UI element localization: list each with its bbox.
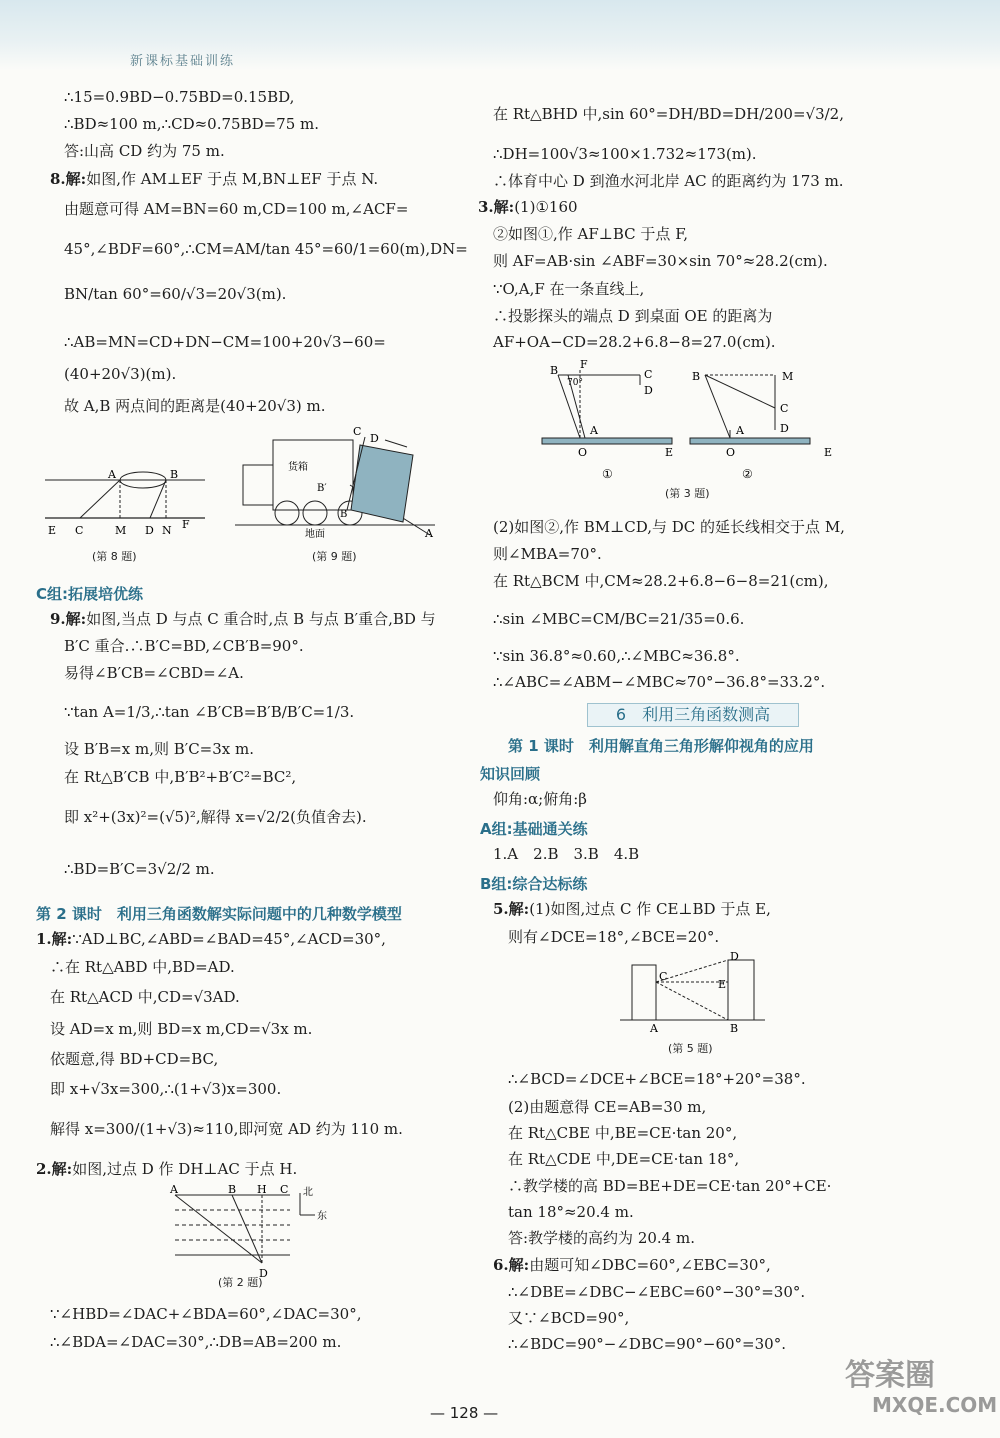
svg-text:D: D <box>259 1267 268 1280</box>
problem-number: 5.解: <box>493 900 530 918</box>
problem-9 <box>50 610 436 628</box>
text-line: ∴∠DBE=∠DBC−∠EBC=60°−30°=30°. <box>508 1283 806 1301</box>
text-line: ∵AD⊥BC,∠ABD=∠BAD=45°,∠ACD=30°, <box>72 930 386 948</box>
problem-6 <box>493 1256 771 1274</box>
problem-8 <box>50 170 378 188</box>
text-line: 在 Rt△ACD 中,CD=√3AD. <box>50 988 240 1006</box>
text-line: 如图,过点 D 作 DH⊥AC 于点 H. <box>72 1160 298 1178</box>
text-line: ∴BD=B′C=3√2/2 m. <box>64 860 215 878</box>
text-line: 设 B′B=x m,则 B′C=3x m. <box>64 740 255 758</box>
text-line: 解得 x=300/(1+√3)≈110,即河宽 AD 约为 110 m. <box>50 1120 403 1138</box>
text-line: ②如图①,作 AF⊥BC 于点 F, <box>493 225 689 243</box>
text-line: 如图,当点 D 与点 C 重合时,点 B 与点 B′重合,BD 与 <box>86 610 436 628</box>
cargo-label: 货箱 <box>288 462 308 473</box>
text-line: ∴体育中心 D 到渔水河北岸 AC 的距离约为 173 m. <box>493 172 844 190</box>
subfigure-label: ① <box>602 467 613 481</box>
svg-text:D: D <box>780 422 789 435</box>
figure-5 <box>620 950 770 1038</box>
text-line: ∴∠BCD=∠DCE+∠BCE=18°+20°=38°. <box>508 1070 806 1088</box>
svg-text:C: C <box>659 970 668 983</box>
figure-caption: (第 5 题) <box>668 1042 713 1055</box>
svg-text:B′: B′ <box>317 483 327 494</box>
svg-text:B: B <box>550 364 559 377</box>
text-line: 即 x+√3x=300,∴(1+√3)x=300. <box>50 1080 282 1098</box>
lesson-heading: 第 1 课时 利用解直角三角形解仰视角的应用 <box>508 737 814 755</box>
section-heading: 知识回顾 <box>480 765 541 783</box>
svg-text:C: C <box>280 1185 289 1196</box>
running-header: 新课标基础训练 <box>130 54 236 69</box>
page-number: — 128 — <box>430 1404 499 1422</box>
watermark-url: MXQE.COM <box>872 1393 998 1417</box>
figure-3 <box>540 360 840 485</box>
text-line: (40+20√3)(m). <box>64 365 177 383</box>
text-line: BN/tan 60°=60/√3=20√3(m). <box>64 285 287 303</box>
text-line: ∵sin 36.8°≈0.60,∴∠MBC≈36.8°. <box>493 647 740 665</box>
text-line: ∴教学楼的高 BD=BE+DE=CE·tan 20°+CE· <box>508 1177 832 1195</box>
text-line: (2)如图②,作 BM⊥CD,与 DC 的延长线相交于点 M, <box>493 518 845 536</box>
svg-text:H: H <box>257 1185 267 1196</box>
figure-9 <box>235 425 440 540</box>
problem-number: 6.解: <box>493 1256 530 1274</box>
svg-text:A: A <box>736 424 744 437</box>
text-line: 在 Rt△CDE 中,DE=CE·tan 18°, <box>508 1150 740 1168</box>
watermark: 答案圈 <box>845 1358 935 1393</box>
svg-text:B: B <box>692 370 701 383</box>
text-line: 答:教学楼的高约为 20.4 m. <box>508 1229 695 1247</box>
text-line: ∴15=0.9BD−0.75BD=0.15BD, <box>64 88 295 106</box>
text-line: ∴∠BDA=∠DAC=30°,∴DB=AB=200 m. <box>50 1333 342 1351</box>
text-line: 故 A,B 两点间的距离是(40+20√3) m. <box>64 397 326 415</box>
text-line: 在 Rt△CBE 中,BE=CE·tan 20°, <box>508 1124 738 1142</box>
problem-5 <box>493 900 771 918</box>
svg-text:D: D <box>145 524 154 537</box>
problem-number: 2.解: <box>36 1160 73 1178</box>
svg-text:A: A <box>108 468 116 481</box>
text-line: ∴在 Rt△ABD 中,BD=AD. <box>50 958 235 976</box>
text-line: 则∠MBA=70°. <box>493 545 602 563</box>
text-line: ∵∠HBD=∠DAC+∠BDA=60°,∠DAC=30°, <box>50 1305 362 1323</box>
svg-text:A: A <box>650 1022 658 1035</box>
text-line: 答:山高 CD 约为 75 m. <box>64 142 225 160</box>
lesson-heading: 第 2 课时 利用三角函数解实际问题中的几种数学模型 <box>36 905 402 923</box>
text-line: 则 AF=AB·sin ∠ABF=30×sin 70°≈28.2(cm). <box>493 252 828 270</box>
text-line: 在 Rt△BCM 中,CM≈28.2+6.8−6−8=21(cm), <box>493 572 829 590</box>
text-line: ∴BD≈100 m,∴CD≈0.75BD=75 m. <box>64 115 320 133</box>
text-line: ∴∠ABC=∠ABM−∠MBC≈70°−36.8°=33.2°. <box>493 673 826 691</box>
figure-caption: (第 8 题) <box>92 550 137 563</box>
svg-text:N: N <box>162 524 172 537</box>
east-label: 东 <box>317 1211 327 1222</box>
svg-text:O: O <box>578 446 588 459</box>
text-line: 仰角:α;俯角:β <box>493 790 587 808</box>
text-line: tan 18°≈20.4 m. <box>508 1203 634 1221</box>
answer-line: 1.A 2.B 3.B 4.B <box>493 845 640 863</box>
text-line: 如图,作 AM⊥EF 于点 M,BN⊥EF 于点 N. <box>86 170 379 188</box>
figure-caption: (第 2 题) <box>218 1276 263 1289</box>
svg-text:F: F <box>580 360 588 371</box>
svg-text:B: B <box>730 1022 739 1035</box>
svg-text:A: A <box>170 1185 178 1196</box>
text-line: AF+OA−CD=28.2+6.8−8=27.0(cm). <box>493 333 776 351</box>
text-line: ∵O,A,F 在一条直线上, <box>493 280 645 298</box>
svg-text:B: B <box>170 468 179 481</box>
text-line: 由题可知∠DBC=60°,∠EBC=30°, <box>529 1256 771 1274</box>
figure-caption: (第 3 题) <box>665 487 710 500</box>
problem-number: 3.解: <box>478 198 515 216</box>
svg-text:E: E <box>665 446 674 459</box>
problem-number: 8.解: <box>50 170 87 188</box>
text-line: 设 AD=x m,则 BD=x m,CD=√3x m. <box>50 1020 313 1038</box>
svg-text:C: C <box>353 425 362 438</box>
text-line: 在 Rt△BHD 中,sin 60°=DH/BD=DH/200=√3/2, <box>493 105 844 123</box>
section-heading: C组:拓展培优练 <box>36 585 144 603</box>
svg-text:D: D <box>730 950 739 963</box>
problem-3 <box>478 198 578 216</box>
text-line: 即 x²+(3x)²=(√5)²,解得 x=√2/2(负值舍去). <box>64 808 367 826</box>
figure-8 <box>40 460 210 560</box>
svg-text:E: E <box>48 524 57 537</box>
text-line: 依题意,得 BD+CD=BC, <box>50 1050 219 1068</box>
svg-text:E: E <box>824 446 833 459</box>
text-line: 在 Rt△B′CB 中,B′B²+B′C²=BC², <box>64 768 297 786</box>
problem-2 <box>36 1160 297 1178</box>
svg-text:A: A <box>425 527 433 540</box>
text-line: 易得∠B′CB=∠CBD=∠A. <box>64 664 244 682</box>
svg-text:B: B <box>340 509 348 520</box>
text-line: (2)由题意得 CE=AB=30 m, <box>508 1098 707 1116</box>
svg-text:M: M <box>115 524 127 537</box>
text-line: ∴AB=MN=CD+DN−CM=100+20√3−60= <box>64 333 386 351</box>
text-line: ∴sin ∠MBC=CM/BC=21/35=0.6. <box>493 610 745 628</box>
text-line: ∴投影探头的端点 D 到桌面 OE 的距离为 <box>493 307 773 325</box>
text-line: (1)如图,过点 C 作 CE⊥BD 于点 E, <box>529 900 771 918</box>
text-line: ∴∠BDC=90°−∠DBC=90°−60°=30°. <box>508 1335 786 1353</box>
text-line: (1)①160 <box>514 198 578 216</box>
figure-caption: (第 9 题) <box>312 550 357 563</box>
svg-text:E: E <box>718 978 727 991</box>
svg-text:O: O <box>726 446 736 459</box>
text-line: 又∵∠BCD=90°, <box>508 1309 630 1327</box>
svg-text:C: C <box>75 524 84 537</box>
subfigure-label: ② <box>742 467 753 481</box>
svg-text:D: D <box>644 384 653 397</box>
text-line: 45°,∠BDF=60°,∴CM=AM/tan 45°=60/1=60(m),DN= <box>64 240 468 258</box>
ground-label: 地面 <box>305 529 325 540</box>
problem-number: 9.解: <box>50 610 87 628</box>
svg-text:F: F <box>182 518 190 531</box>
problem-number: 1.解: <box>36 930 73 948</box>
text-line: 由题意可得 AM=BN=60 m,CD=100 m,∠ACF= <box>64 200 409 218</box>
svg-text:C: C <box>780 402 789 415</box>
section-heading: B组:综合达标练 <box>480 875 588 893</box>
chapter-heading: 6 利用三角函数测高 <box>587 703 799 727</box>
svg-text:D: D <box>370 432 379 445</box>
svg-text:A: A <box>590 424 598 437</box>
svg-text:B: B <box>228 1185 237 1196</box>
figure-2 <box>165 1185 345 1285</box>
svg-text:M: M <box>782 370 794 383</box>
text-line: B′C 重合.∴B′C=BD,∠CB′B=90°. <box>64 637 304 655</box>
problem-1 <box>36 930 386 948</box>
text-line: 则有∠DCE=18°,∠BCE=20°. <box>508 928 720 946</box>
angle-label: 70° <box>567 378 583 388</box>
section-heading: A组:基础通关练 <box>480 820 588 838</box>
text-line: ∵tan A=1/3,∴tan ∠B′CB=B′B/B′C=1/3. <box>64 703 355 721</box>
north-label: 北 <box>303 1187 313 1198</box>
svg-text:C: C <box>644 368 653 381</box>
text-line: ∴DH=100√3≈100×1.732≈173(m). <box>493 145 757 163</box>
